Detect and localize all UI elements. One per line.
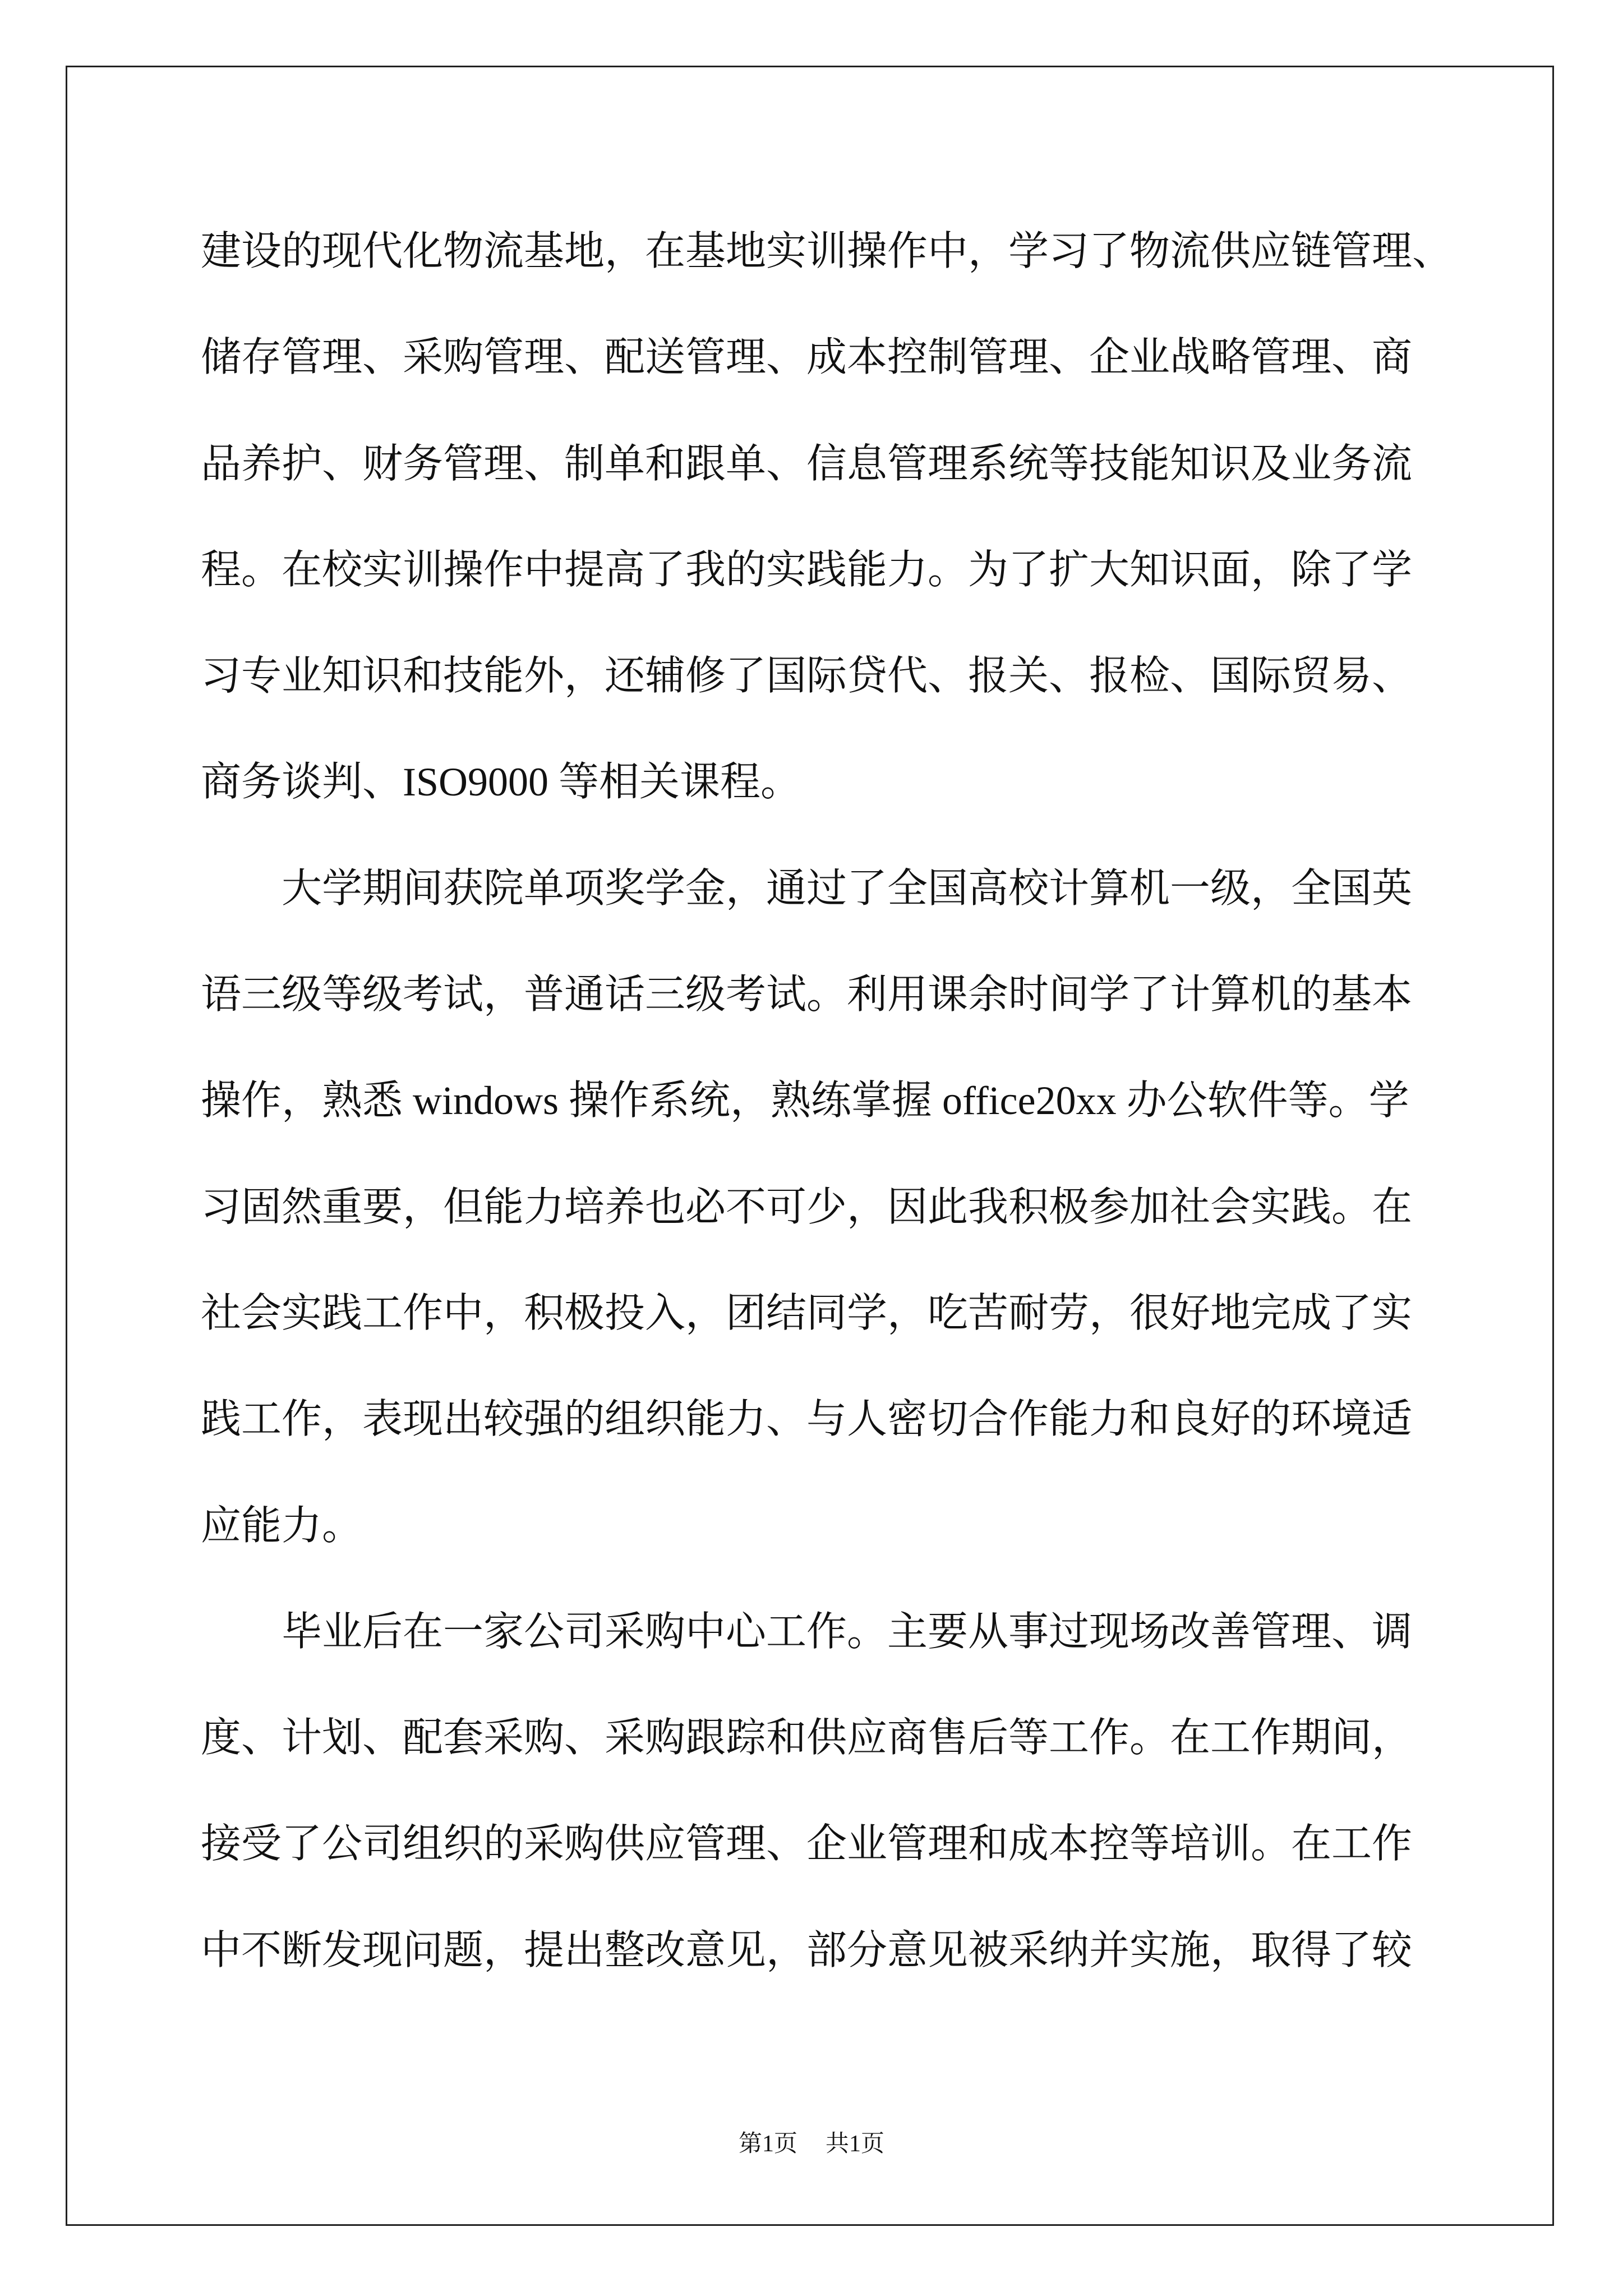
- paragraph: [201, 1579, 1536, 2004]
- page-total: 共1页: [826, 2131, 885, 2157]
- text-line: 操作，熟悉 windows 操作系统，熟练掌握 office20xx 办公软件等。学: [201, 1078, 1409, 1124]
- text-line: 大学期间获院单项奖学金，通过了全国高校计算机一级，全国英: [282, 866, 1413, 911]
- text-line: 接受了公司组织的采购供应管理、企业管理和成本控等培训。在工作: [201, 1821, 1413, 1867]
- text-line: 商务谈判、ISO9000 等相关课程。: [201, 760, 801, 805]
- text-line: 度、计划、配套采购、采购跟踪和供应商售后等工作。在工作期间，: [201, 1715, 1413, 1761]
- text-line: 建设的现代化物流基地，在基地实训操作中，学习了物流供应链管理、: [201, 229, 1453, 274]
- text-line: 中不断发现问题，提出整改意见，部分意见被采纳并实施，取得了较: [201, 1927, 1413, 1973]
- text-line: 社会实践工作中，积极投入，团结同学，吃苦耐劳，很好地完成了实: [201, 1290, 1413, 1336]
- text-line: 储存管理、采购管理、配送管理、成本控制管理、企业战略管理、商: [201, 335, 1413, 380]
- paragraph: [201, 199, 1536, 836]
- text-line: 习固然重要，但能力培养也必不可少，因此我积极参加社会实践。在: [201, 1184, 1413, 1230]
- text-line: 应能力。: [201, 1503, 363, 1548]
- text-line: 习专业知识和技能外，还辅修了国际贷代、报关、报检、国际贸易、: [201, 654, 1413, 699]
- page-number: 第1页: [738, 2131, 797, 2157]
- page-footer: [0, 2127, 1623, 2161]
- text-line: 程。在校实训操作中提高了我的实践能力。为了扩大知识面，除了学: [201, 547, 1413, 592]
- body-text: [201, 199, 1536, 2004]
- text-line: 品养护、财务管理、制单和跟单、信息管理系统等技能知识及业务流: [201, 441, 1413, 486]
- text-line: 践工作，表现出较强的组织能力、与人密切合作能力和良好的环境适: [201, 1397, 1413, 1442]
- paragraph: [201, 836, 1536, 1579]
- text-line: 毕业后在一家公司采购中心工作。主要从事过现场改善管理、调: [282, 1609, 1413, 1654]
- text-line: 语三级等级考试，普通话三级考试。利用课余时间学了计算机的基本: [201, 972, 1413, 1018]
